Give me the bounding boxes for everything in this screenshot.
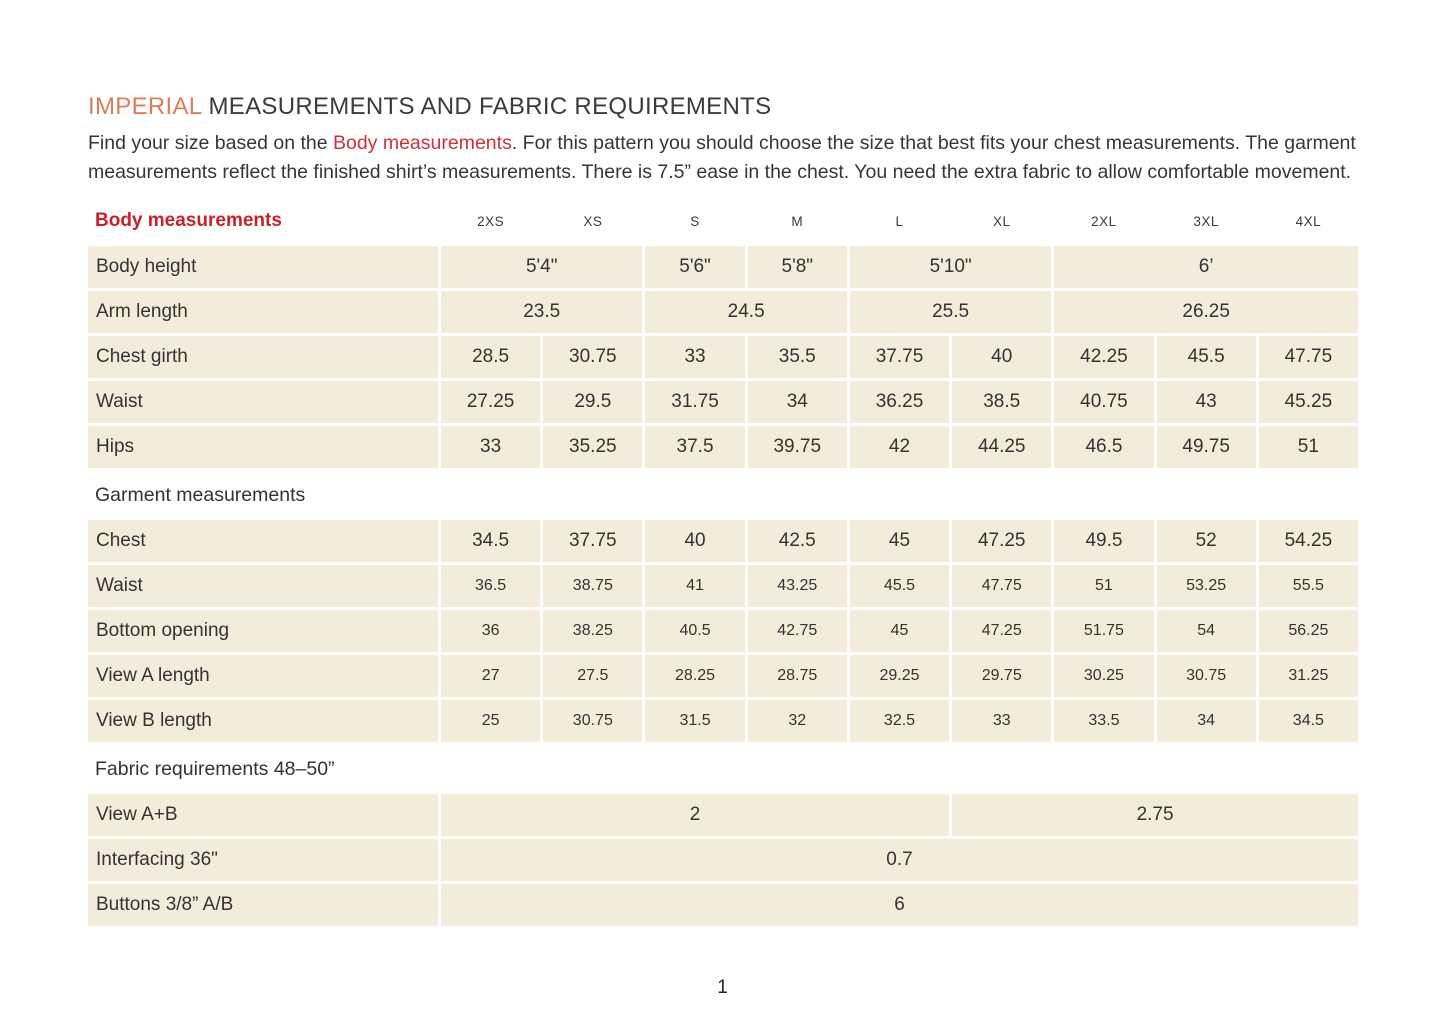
value-cell: 43 bbox=[1157, 381, 1256, 423]
value-cell: 33.5 bbox=[1054, 700, 1153, 742]
table-row bbox=[88, 655, 1358, 697]
size-table bbox=[88, 203, 1358, 926]
row-label: Chest bbox=[88, 520, 438, 562]
value-cell: 46.5 bbox=[1054, 426, 1153, 468]
value-cell: 43.25 bbox=[748, 565, 847, 607]
row-label: Waist bbox=[88, 565, 438, 607]
size-column-header-3xl: 3XL bbox=[1193, 213, 1219, 229]
title-highlight: IMPERIAL bbox=[88, 93, 202, 120]
size-column-header-xs: XS bbox=[583, 213, 603, 229]
value-cell: 5'6" bbox=[645, 246, 744, 288]
value-cell: 27.5 bbox=[543, 655, 642, 697]
row-label: Chest girth bbox=[88, 336, 438, 378]
value-cell: 51 bbox=[1054, 565, 1153, 607]
value-cell: 34 bbox=[748, 381, 847, 423]
table-row bbox=[88, 291, 1358, 333]
value-cell: 51 bbox=[1259, 426, 1358, 468]
value-cell: 33 bbox=[645, 336, 744, 378]
row-label: Body height bbox=[88, 246, 438, 288]
value-cell: 54 bbox=[1157, 610, 1256, 652]
value-cell: 40.75 bbox=[1054, 381, 1153, 423]
value-cell: 36.5 bbox=[441, 565, 540, 607]
value-cell: 28.75 bbox=[748, 655, 847, 697]
title-rest: MEASUREMENTS AND FABRIC REQUIREMENTS bbox=[201, 93, 772, 120]
table-row bbox=[88, 246, 1358, 288]
row-label: Interfacing 36" bbox=[88, 839, 438, 881]
table-row bbox=[88, 565, 1358, 607]
section-label: Fabric requirements 48–50” bbox=[95, 758, 335, 780]
value-cell: 40 bbox=[645, 520, 744, 562]
table-row bbox=[88, 884, 1358, 926]
value-cell: 34 bbox=[1157, 700, 1256, 742]
row-label: Buttons 3/8” A/B bbox=[88, 884, 438, 926]
value-cell: 29.5 bbox=[543, 381, 642, 423]
value-cell: 42.5 bbox=[748, 520, 847, 562]
value-cell: 40.5 bbox=[645, 610, 744, 652]
size-column-header-s: S bbox=[690, 213, 700, 229]
value-cell: 26.25 bbox=[1054, 291, 1358, 333]
value-cell: 30.75 bbox=[543, 336, 642, 378]
table-row bbox=[88, 794, 1358, 836]
value-cell: 49.5 bbox=[1054, 520, 1153, 562]
value-cell: 38.25 bbox=[543, 610, 642, 652]
value-cell: 45.25 bbox=[1259, 381, 1358, 423]
value-cell: 33 bbox=[952, 700, 1051, 742]
value-cell: 38.75 bbox=[543, 565, 642, 607]
intro-paragraph bbox=[88, 129, 1360, 186]
table-row bbox=[88, 381, 1358, 423]
intro-part1: Find your size based on the bbox=[88, 132, 333, 154]
value-cell: 41 bbox=[645, 565, 744, 607]
value-cell: 5'8" bbox=[748, 246, 847, 288]
table-header-row bbox=[88, 203, 1358, 239]
row-label: View A+B bbox=[88, 794, 438, 836]
value-cell: 6 bbox=[441, 884, 1358, 926]
value-cell: 38.5 bbox=[952, 381, 1051, 423]
value-cell: 2 bbox=[441, 794, 949, 836]
table-row bbox=[88, 700, 1358, 742]
value-cell: 29.25 bbox=[850, 655, 949, 697]
value-cell: 23.5 bbox=[441, 291, 642, 333]
intro-body-measurements-link: Body measurements bbox=[332, 132, 512, 154]
value-cell: 0.7 bbox=[441, 839, 1358, 881]
value-cell: 30.75 bbox=[1157, 655, 1256, 697]
row-label: Arm length bbox=[88, 291, 438, 333]
value-cell: 39.75 bbox=[748, 426, 847, 468]
row-label: View A length bbox=[88, 655, 438, 697]
value-cell: 40 bbox=[952, 336, 1051, 378]
value-cell: 54.25 bbox=[1259, 520, 1358, 562]
value-cell: 30.25 bbox=[1054, 655, 1153, 697]
value-cell: 47.75 bbox=[1259, 336, 1358, 378]
table-row bbox=[88, 336, 1358, 378]
value-cell: 28.5 bbox=[441, 336, 540, 378]
page-title bbox=[88, 93, 1360, 121]
page-number: 1 bbox=[717, 977, 728, 998]
value-cell: 28.25 bbox=[645, 655, 744, 697]
row-label: View B length bbox=[88, 700, 438, 742]
size-column-header-m: M bbox=[791, 213, 804, 229]
value-cell: 53.25 bbox=[1157, 565, 1256, 607]
section-label: Garment measurements bbox=[95, 484, 306, 506]
value-cell: 51.75 bbox=[1054, 610, 1153, 652]
value-cell: 30.75 bbox=[543, 700, 642, 742]
table-row bbox=[88, 610, 1358, 652]
value-cell: 37.75 bbox=[850, 336, 949, 378]
table-header-label: Body measurements bbox=[95, 210, 282, 231]
value-cell: 2.75 bbox=[952, 794, 1358, 836]
table-row bbox=[88, 426, 1358, 468]
row-label: Bottom opening bbox=[88, 610, 438, 652]
row-label: Hips bbox=[88, 426, 438, 468]
value-cell: 27.25 bbox=[441, 381, 540, 423]
value-cell: 52 bbox=[1157, 520, 1256, 562]
value-cell: 47.25 bbox=[952, 520, 1051, 562]
size-column-header-2xs: 2XS bbox=[477, 213, 505, 229]
value-cell: 6’ bbox=[1054, 246, 1358, 288]
row-label: Waist bbox=[88, 381, 438, 423]
value-cell: 45 bbox=[850, 610, 949, 652]
value-cell: 35.25 bbox=[543, 426, 642, 468]
table-row bbox=[88, 520, 1358, 562]
value-cell: 5'10" bbox=[850, 246, 1051, 288]
table-row bbox=[88, 839, 1358, 881]
value-cell: 31.75 bbox=[645, 381, 744, 423]
value-cell: 27 bbox=[441, 655, 540, 697]
value-cell: 36 bbox=[441, 610, 540, 652]
value-cell: 35.5 bbox=[748, 336, 847, 378]
size-column-header-l: L bbox=[895, 213, 904, 229]
value-cell: 55.5 bbox=[1259, 565, 1358, 607]
value-cell: 47.75 bbox=[952, 565, 1051, 607]
value-cell: 31.25 bbox=[1259, 655, 1358, 697]
value-cell: 36.25 bbox=[850, 381, 949, 423]
value-cell: 42.25 bbox=[1054, 336, 1153, 378]
value-cell: 45.5 bbox=[1157, 336, 1256, 378]
value-cell: 56.25 bbox=[1259, 610, 1358, 652]
value-cell: 47.25 bbox=[952, 610, 1051, 652]
value-cell: 42 bbox=[850, 426, 949, 468]
value-cell: 24.5 bbox=[645, 291, 846, 333]
value-cell: 31.5 bbox=[645, 700, 744, 742]
value-cell: 32 bbox=[748, 700, 847, 742]
value-cell: 29.75 bbox=[952, 655, 1051, 697]
value-cell: 37.75 bbox=[543, 520, 642, 562]
value-cell: 42.75 bbox=[748, 610, 847, 652]
value-cell: 45.5 bbox=[850, 565, 949, 607]
value-cell: 5'4" bbox=[441, 246, 642, 288]
value-cell: 33 bbox=[441, 426, 540, 468]
value-cell: 44.25 bbox=[952, 426, 1051, 468]
intro-part2: . For this pattern you should choose the size that best fits your chest measurements. The garment measurements reflect the finished shirt’s measurements. There is 7.5” ease in the chest. You need the extra fabric to allow comfortable movement. bbox=[88, 132, 1356, 183]
value-cell: 34.5 bbox=[1259, 700, 1358, 742]
value-cell: 49.75 bbox=[1157, 426, 1256, 468]
value-cell: 25.5 bbox=[850, 291, 1051, 333]
value-cell: 34.5 bbox=[441, 520, 540, 562]
value-cell: 25 bbox=[441, 700, 540, 742]
page-content bbox=[88, 93, 1360, 929]
value-cell: 37.5 bbox=[645, 426, 744, 468]
size-column-header-xl: XL bbox=[992, 213, 1011, 229]
size-column-header-2xl: 2XL bbox=[1091, 213, 1117, 229]
size-column-header-4xl: 4XL bbox=[1295, 213, 1322, 229]
value-cell: 45 bbox=[850, 520, 949, 562]
value-cell: 32.5 bbox=[850, 700, 949, 742]
